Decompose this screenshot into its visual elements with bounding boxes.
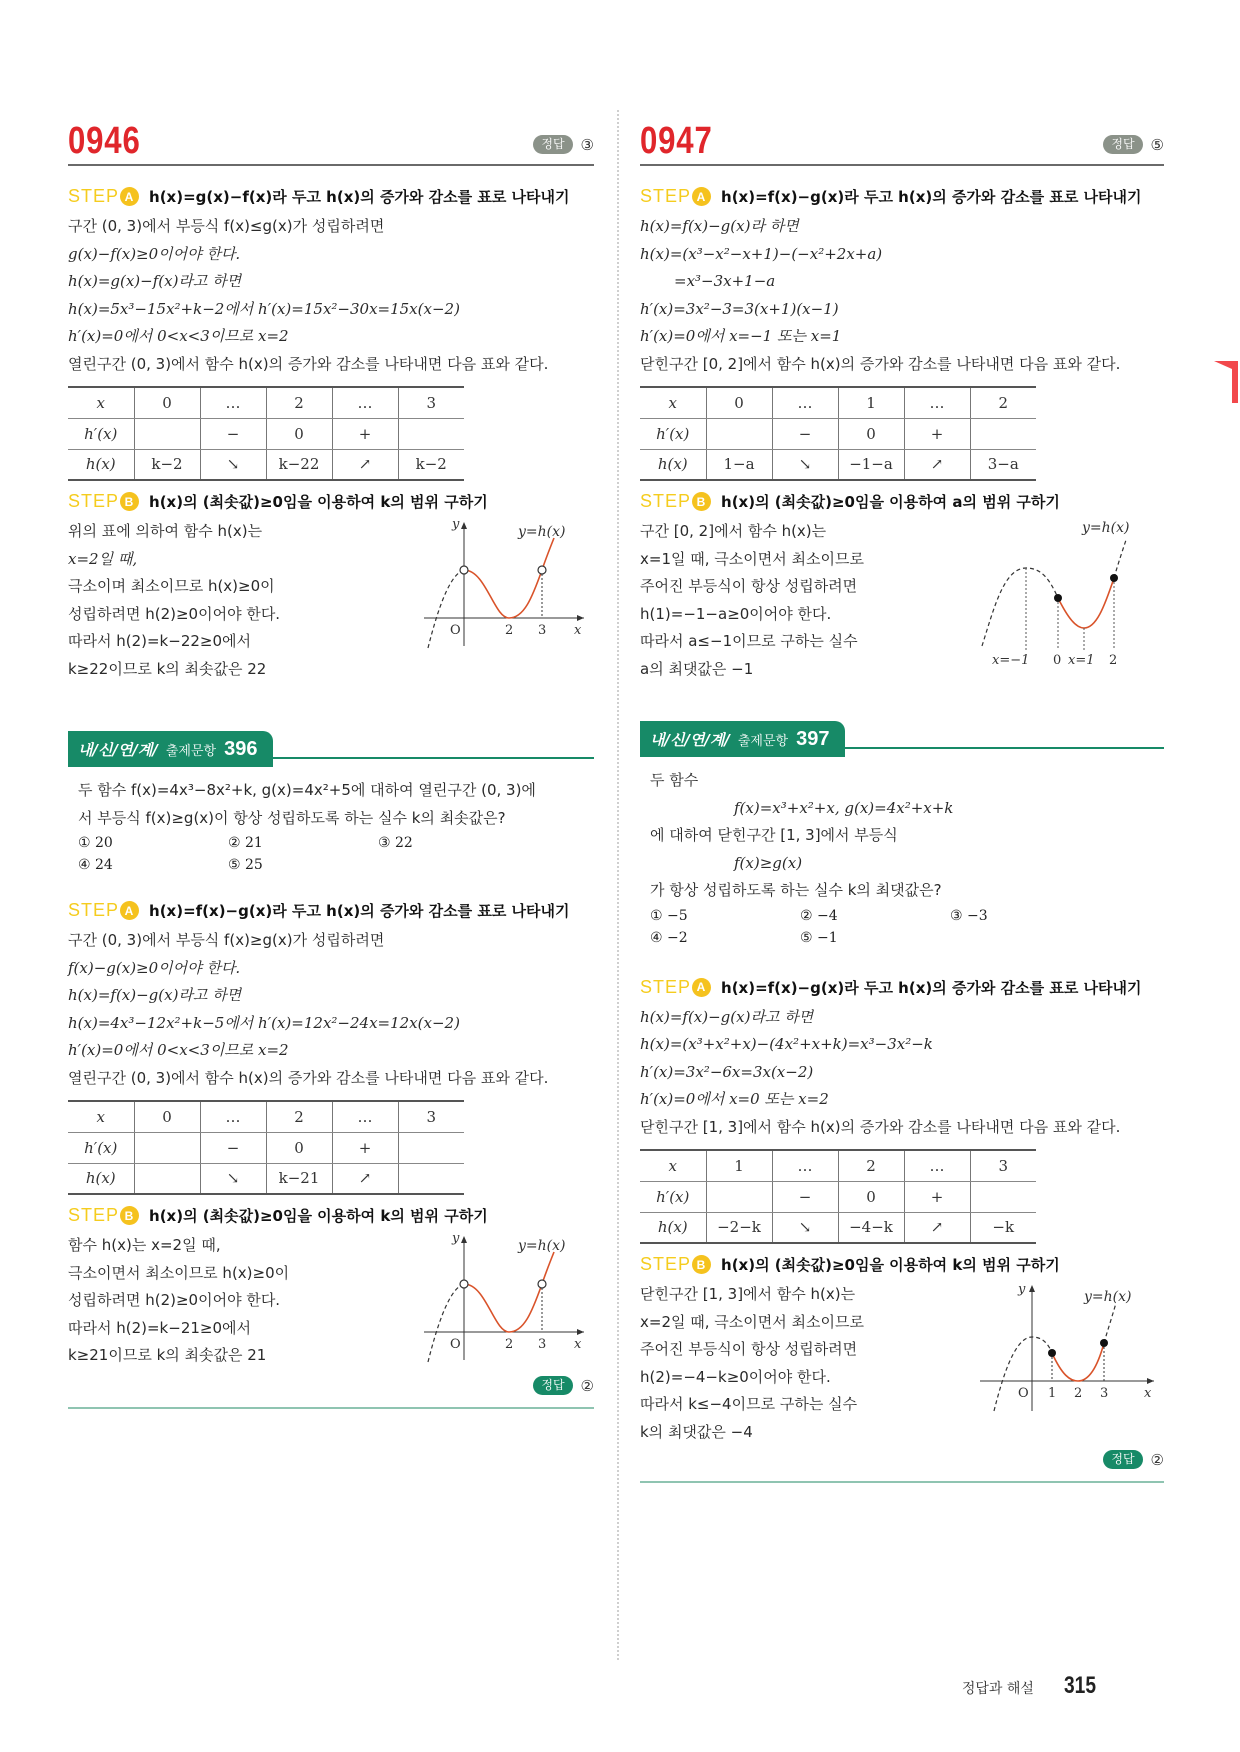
exam-question-396 bbox=[68, 777, 594, 876]
solution-line: h′(x)=0에서 0<x<3이므로 x=2 bbox=[68, 1041, 289, 1059]
table-cell: ↘ bbox=[772, 1212, 838, 1243]
solution-line: 구간 (0, 3)에서 부등식 f(x)≤g(x)가 성립하려면 bbox=[68, 217, 385, 235]
step-tag: STEP B bbox=[68, 491, 139, 512]
step-b-heading bbox=[640, 491, 1164, 512]
solution-line: h′(x)=0에서 x=−1 또는 x=1 bbox=[640, 327, 842, 345]
question-line: 두 함수 f(x)=4x³−8x²+k, g(x)=4x²+5에 대하여 열린구간 (0, 3)에 bbox=[78, 781, 536, 799]
svg-text:O: O bbox=[1018, 1386, 1029, 1401]
step-title: h(x)의 (최솟값)≥0임을 이용하여 a의 범위 구하기 bbox=[721, 493, 1060, 511]
table-cell: 2 bbox=[838, 1150, 904, 1181]
table-cell: … bbox=[904, 387, 970, 418]
solution-line: h(x)=(x³+x²+x)−(4x²+x+k)=x³−3x²−k bbox=[640, 1035, 933, 1053]
step-title: h(x)=g(x)−f(x)라 두고 h(x)의 증가와 감소를 표로 나타내기 bbox=[149, 188, 570, 206]
solution-line: x=2일 때, bbox=[68, 549, 138, 568]
solution-line: 닫힌구간 [1, 3]에서 함수 h(x)는 bbox=[640, 1285, 856, 1303]
answer-summary bbox=[533, 135, 594, 154]
svg-text:y=h(x): y=h(x) bbox=[518, 1238, 566, 1254]
svg-text:0: 0 bbox=[1053, 653, 1062, 668]
svg-text:y=h(x): y=h(x) bbox=[518, 524, 566, 540]
solution-line: f(x)−g(x)≥0이어야 한다. bbox=[68, 958, 241, 977]
table-cell: ↗ bbox=[904, 1212, 970, 1243]
solution-line: 따라서 k≤−4이므로 구하는 실수 bbox=[640, 1395, 858, 1413]
table-cell: −4−k bbox=[838, 1212, 904, 1243]
left-column bbox=[68, 110, 594, 1409]
svg-text:3: 3 bbox=[538, 623, 547, 638]
table-cell: k−22 bbox=[266, 449, 332, 480]
table-cell: ↘ bbox=[200, 449, 266, 480]
answer-value: ⑤ bbox=[1150, 135, 1164, 154]
solution-line: k≥21이므로 k의 최솟값은 21 bbox=[68, 1346, 267, 1364]
problem-header-0946 bbox=[68, 110, 594, 166]
solution-line: h(1)=−1−a≥0이어야 한다. bbox=[640, 604, 832, 623]
question-line: f(x)≥g(x) bbox=[734, 853, 803, 872]
question-line: 에 대하여 닫힌구간 [1, 3]에서 부등식 bbox=[650, 826, 898, 844]
step-tag: STEP A bbox=[68, 186, 139, 207]
increase-decrease-table bbox=[68, 1100, 464, 1195]
table-cell: x bbox=[68, 1101, 134, 1132]
answer-badge: 정답 bbox=[1103, 1450, 1142, 1469]
page-footer bbox=[962, 1672, 1100, 1700]
svg-text:y: y bbox=[1018, 1282, 1026, 1297]
table-cell: h(x) bbox=[68, 449, 134, 480]
cubic-graph bbox=[414, 518, 594, 658]
svg-text:x: x bbox=[574, 1337, 582, 1352]
answer-value: ② bbox=[580, 1376, 594, 1395]
svg-text:y: y bbox=[452, 518, 460, 532]
exam-tag: 내/신/연/계/ 출제문항 397 bbox=[640, 721, 845, 757]
svg-text:x: x bbox=[574, 623, 582, 638]
solution-line: x=2일 때, 극소이면서 최소이므로 bbox=[640, 1312, 864, 1331]
svg-text:3: 3 bbox=[1100, 1386, 1109, 1401]
answer-value: ③ bbox=[580, 135, 594, 154]
solution-line: =x³−3x+1−a bbox=[674, 272, 776, 290]
table-cell: ↗ bbox=[904, 449, 970, 480]
step-a-heading bbox=[68, 186, 594, 207]
table-cell: − bbox=[772, 418, 838, 449]
table-cell bbox=[970, 1181, 1036, 1212]
problem-header-0947 bbox=[640, 110, 1164, 166]
solution-line: h(x)=f(x)−g(x)라 하면 bbox=[640, 217, 799, 235]
svg-text:O: O bbox=[450, 1337, 461, 1352]
table-cell bbox=[706, 418, 772, 449]
table-cell: −2−k bbox=[706, 1212, 772, 1243]
exam-question-397 bbox=[640, 767, 1164, 949]
exam-linked-header-397 bbox=[640, 717, 1164, 749]
step-title: h(x)=f(x)−g(x)라 두고 h(x)의 증가와 감소를 표로 나타내기 bbox=[721, 978, 1142, 997]
answer-summary bbox=[640, 1450, 1164, 1469]
solution-line: 극소이면서 최소이므로 h(x)≥0이 bbox=[68, 1263, 290, 1282]
step-title: h(x)=f(x)−g(x)라 두고 h(x)의 증가와 감소를 표로 나타내기 bbox=[149, 902, 570, 920]
choice-4[interactable]: ④ −2 bbox=[650, 929, 688, 946]
step-a-heading bbox=[68, 900, 594, 921]
solution-line: a의 최댓값은 −1 bbox=[640, 659, 754, 678]
step-title: h(x)의 (최솟값)≥0임을 이용하여 k의 범위 구하기 bbox=[149, 1207, 488, 1225]
table-cell: 0 bbox=[266, 1132, 332, 1163]
table-cell: 0 bbox=[134, 1101, 200, 1132]
step-tag: STEP B bbox=[640, 491, 711, 512]
solution-line: 극소이며 최소이므로 h(x)≥0이 bbox=[68, 577, 275, 595]
table-cell: ↗ bbox=[332, 1163, 398, 1194]
choice-3[interactable]: ③ −3 bbox=[950, 907, 988, 924]
step-b-heading bbox=[68, 1205, 594, 1226]
answer-badge: 정답 bbox=[533, 135, 572, 154]
step-letter-icon: A bbox=[692, 978, 711, 997]
table-cell: h(x) bbox=[640, 449, 706, 480]
answer-value: ② bbox=[1150, 1450, 1164, 1469]
solution-line: h′(x)=3x²−6x=3x(x−2) bbox=[640, 1062, 814, 1081]
choice-1[interactable]: ① 20 bbox=[78, 835, 113, 851]
table-cell: 3−a bbox=[970, 449, 1036, 480]
step-title: h(x)의 (최솟값)≥0임을 이용하여 k의 범위 구하기 bbox=[721, 1256, 1060, 1274]
table-cell bbox=[970, 418, 1036, 449]
table-cell: 3 bbox=[970, 1150, 1036, 1181]
solution-line: h(2)=−4−k≥0이어야 한다. bbox=[640, 1367, 831, 1386]
solution-line: 닫힌구간 [1, 3]에서 함수 h(x)의 증가와 감소를 나타내면 다음 표와 같다. bbox=[640, 1117, 1121, 1136]
step-letter-icon: A bbox=[120, 901, 139, 920]
question-line: 서 부등식 f(x)≥g(x)이 항상 성립하도록 하는 실수 k의 최솟값은? bbox=[78, 808, 506, 827]
table-cell: ↗ bbox=[332, 449, 398, 480]
answer-summary bbox=[1103, 135, 1164, 154]
answer-choices bbox=[78, 832, 594, 876]
step-b-body bbox=[640, 1281, 1164, 1446]
table-cell: k−21 bbox=[266, 1163, 332, 1194]
step-letter-icon: A bbox=[692, 187, 711, 206]
footer-label: 정답과 해설 bbox=[961, 1681, 1034, 1697]
step-tag: STEP A bbox=[640, 186, 711, 207]
table-cell bbox=[134, 1132, 200, 1163]
svg-text:y=h(x): y=h(x) bbox=[1082, 520, 1130, 536]
increase-decrease-table bbox=[640, 1149, 1036, 1244]
svg-text:x=1: x=1 bbox=[1068, 653, 1095, 668]
solution-line: 따라서 a≤−1이므로 구하는 실수 bbox=[640, 632, 858, 650]
problem-number: 0946 bbox=[68, 120, 141, 162]
right-column bbox=[640, 110, 1164, 1483]
table-cell: … bbox=[332, 1101, 398, 1132]
cubic-graph bbox=[414, 1232, 594, 1372]
table-cell: + bbox=[332, 1132, 398, 1163]
table-cell: + bbox=[332, 418, 398, 449]
table-cell bbox=[706, 1181, 772, 1212]
table-cell: − bbox=[200, 418, 266, 449]
table-cell: h′(x) bbox=[68, 1132, 134, 1163]
table-cell: − bbox=[200, 1132, 266, 1163]
chapter-tab-marker bbox=[1212, 357, 1240, 405]
svg-text:x: x bbox=[1144, 1386, 1152, 1401]
solution-line: 주어진 부등식이 항상 성립하려면 bbox=[640, 1340, 858, 1358]
section-end-rule bbox=[640, 1481, 1164, 1483]
step-tag: STEP A bbox=[68, 900, 139, 921]
table-cell: + bbox=[904, 1181, 970, 1212]
increase-decrease-table bbox=[68, 386, 464, 481]
choice-2[interactable]: ② 21 bbox=[228, 835, 263, 851]
increase-decrease-table bbox=[640, 386, 1036, 481]
solution-line: h(x)=4x³−12x²+k−5에서 h′(x)=12x²−24x=12x(x−2) bbox=[68, 1013, 460, 1032]
step-b-body bbox=[68, 518, 594, 683]
solution-line: 따라서 h(2)=k−21≥0에서 bbox=[68, 1318, 251, 1337]
solution-line: h′(x)=0에서 x=0 또는 x=2 bbox=[640, 1090, 829, 1108]
solution-line: 위의 표에 의하여 함수 h(x)는 bbox=[68, 522, 263, 540]
table-cell: 1 bbox=[706, 1150, 772, 1181]
step-a-heading bbox=[640, 186, 1164, 207]
svg-text:x=−1: x=−1 bbox=[992, 653, 1030, 668]
table-cell bbox=[134, 1163, 200, 1194]
table-cell: … bbox=[200, 1101, 266, 1132]
table-cell: 1 bbox=[838, 387, 904, 418]
solution-line: h′(x)=3x²−3=3(x+1)(x−1) bbox=[640, 299, 839, 318]
step-b-heading bbox=[640, 1254, 1164, 1275]
step-tag: STEP B bbox=[640, 1254, 711, 1275]
solution-line: 열린구간 (0, 3)에서 함수 h(x)의 증가와 감소를 나타내면 다음 표와 같다. bbox=[68, 1068, 549, 1087]
cubic-graph bbox=[974, 518, 1164, 668]
svg-text:2: 2 bbox=[505, 623, 514, 638]
table-cell: ↘ bbox=[200, 1163, 266, 1194]
table-cell: 0 bbox=[706, 387, 772, 418]
choice-3[interactable]: ③ 22 bbox=[378, 835, 413, 851]
table-cell: h′(x) bbox=[68, 418, 134, 449]
solution-line: 성립하려면 h(2)≥0이어야 한다. bbox=[68, 1291, 281, 1309]
svg-text:2: 2 bbox=[1074, 1386, 1083, 1401]
table-cell: x bbox=[640, 387, 706, 418]
problem-number: 0947 bbox=[640, 120, 713, 162]
cubic-graph bbox=[974, 1281, 1164, 1421]
solution-line: h′(x)=0에서 0<x<3이므로 x=2 bbox=[68, 327, 289, 345]
table-cell: … bbox=[772, 1150, 838, 1181]
answer-choices bbox=[650, 905, 1164, 949]
step-title: h(x)의 (최솟값)≥0임을 이용하여 k의 범위 구하기 bbox=[149, 493, 488, 511]
svg-text:1: 1 bbox=[1048, 1386, 1057, 1401]
question-line: 가 항상 성립하도록 하는 실수 k의 최댓값은? bbox=[650, 881, 942, 899]
table-cell: k−2 bbox=[134, 449, 200, 480]
table-cell: … bbox=[904, 1150, 970, 1181]
table-cell: 0 bbox=[266, 418, 332, 449]
svg-text:3: 3 bbox=[538, 1337, 547, 1352]
table-cell: 0 bbox=[134, 387, 200, 418]
step-tag: STEP A bbox=[640, 977, 711, 998]
table-cell: − bbox=[772, 1181, 838, 1212]
table-cell: x bbox=[68, 387, 134, 418]
svg-text:2: 2 bbox=[505, 1337, 514, 1352]
step-letter-icon: B bbox=[120, 1206, 139, 1225]
svg-text:O: O bbox=[450, 623, 461, 638]
table-cell: h′(x) bbox=[640, 418, 706, 449]
step-tag: STEP B bbox=[68, 1205, 139, 1226]
step-b-heading bbox=[68, 491, 594, 512]
table-cell: 2 bbox=[970, 387, 1036, 418]
answer-badge: 정답 bbox=[533, 1376, 572, 1395]
answer-summary bbox=[68, 1376, 594, 1395]
step-letter-icon: B bbox=[692, 1255, 711, 1274]
svg-text:2: 2 bbox=[1109, 653, 1118, 668]
column-divider bbox=[617, 110, 619, 1660]
svg-text:y: y bbox=[452, 1232, 460, 1246]
svg-text:y=h(x): y=h(x) bbox=[1084, 1289, 1132, 1305]
solution-line: h(x)=f(x)−g(x)라고 하면 bbox=[640, 1007, 814, 1026]
table-cell: … bbox=[200, 387, 266, 418]
choice-2[interactable]: ② −4 bbox=[800, 907, 838, 924]
exam-linked-header-396 bbox=[68, 727, 594, 759]
solution-line: 닫힌구간 [0, 2]에서 함수 h(x)의 증가와 감소를 나타내면 다음 표와 같다. bbox=[640, 354, 1121, 373]
solution-line: h(x)=5x³−15x²+k−2에서 h′(x)=15x²−30x=15x(x−2) bbox=[68, 299, 460, 318]
table-cell: ↘ bbox=[772, 449, 838, 480]
page-number: 315 bbox=[1063, 1672, 1096, 1699]
table-cell: 2 bbox=[266, 387, 332, 418]
choice-5[interactable]: ⑤ −1 bbox=[800, 929, 838, 946]
table-cell: −k bbox=[970, 1212, 1036, 1243]
table-cell: −1−a bbox=[838, 449, 904, 480]
solution-line: h(x)=f(x)−g(x)라고 하면 bbox=[68, 986, 242, 1004]
solution-line: 주어진 부등식이 항상 성립하려면 bbox=[640, 577, 858, 595]
solution-line: 구간 (0, 3)에서 부등식 f(x)≥g(x)가 성립하려면 bbox=[68, 931, 385, 949]
table-cell: 3 bbox=[398, 387, 464, 418]
step-a-heading bbox=[640, 977, 1164, 998]
question-line: f(x)=x³+x²+x, g(x)=4x²+x+k bbox=[734, 798, 954, 817]
table-cell bbox=[398, 418, 464, 449]
solution-line: 열린구간 (0, 3)에서 함수 h(x)의 증가와 감소를 나타내면 다음 표와 같다. bbox=[68, 354, 549, 373]
question-line: 두 함수 bbox=[650, 771, 699, 789]
choice-4[interactable]: ④ 24 bbox=[78, 857, 113, 873]
choice-1[interactable]: ① −5 bbox=[650, 907, 688, 924]
table-cell: + bbox=[904, 418, 970, 449]
step-b-body bbox=[68, 1232, 594, 1372]
choice-5[interactable]: ⑤ 25 bbox=[228, 857, 263, 873]
table-cell: h(x) bbox=[640, 1212, 706, 1243]
table-cell: … bbox=[332, 387, 398, 418]
exam-tag: 내/신/연/계/ 출제문항 396 bbox=[68, 731, 273, 767]
solution-line: x=1일 때, 극소이면서 최소이므로 bbox=[640, 549, 864, 568]
table-cell: x bbox=[640, 1150, 706, 1181]
solution-line: 성립하려면 h(2)≥0이어야 한다. bbox=[68, 604, 281, 623]
solution-line: 함수 h(x)는 x=2일 때, bbox=[68, 1236, 221, 1254]
solution-line: k의 최댓값은 −4 bbox=[640, 1422, 753, 1441]
table-cell: 3 bbox=[398, 1101, 464, 1132]
table-cell: … bbox=[772, 387, 838, 418]
table-cell: h′(x) bbox=[640, 1181, 706, 1212]
section-end-rule bbox=[68, 1407, 594, 1409]
solution-line: k≥22이므로 k의 최솟값은 22 bbox=[68, 659, 267, 678]
solution-line: 따라서 h(2)=k−22≥0에서 bbox=[68, 632, 251, 650]
table-cell: 0 bbox=[838, 1181, 904, 1212]
table-cell bbox=[398, 1132, 464, 1163]
step-title: h(x)=f(x)−g(x)라 두고 h(x)의 증가와 감소를 표로 나타내기 bbox=[721, 188, 1142, 206]
table-cell bbox=[134, 418, 200, 449]
step-letter-icon: B bbox=[120, 492, 139, 511]
table-cell: h(x) bbox=[68, 1163, 134, 1194]
solution-line: 구간 [0, 2]에서 함수 h(x)는 bbox=[640, 522, 827, 540]
table-cell: k−2 bbox=[398, 449, 464, 480]
step-b-body bbox=[640, 518, 1164, 683]
table-cell: 1−a bbox=[706, 449, 772, 480]
step-letter-icon: B bbox=[692, 492, 711, 511]
table-cell: 2 bbox=[266, 1101, 332, 1132]
solution-line: h(x)=g(x)−f(x)라고 하면 bbox=[68, 272, 242, 290]
solution-line: h(x)=(x³−x²−x+1)−(−x²+2x+a) bbox=[640, 244, 883, 263]
answer-badge: 정답 bbox=[1103, 135, 1142, 154]
solution-line: g(x)−f(x)≥0이어야 한다. bbox=[68, 244, 241, 263]
step-letter-icon: A bbox=[120, 187, 139, 206]
table-cell: 0 bbox=[838, 418, 904, 449]
table-cell bbox=[398, 1163, 464, 1194]
